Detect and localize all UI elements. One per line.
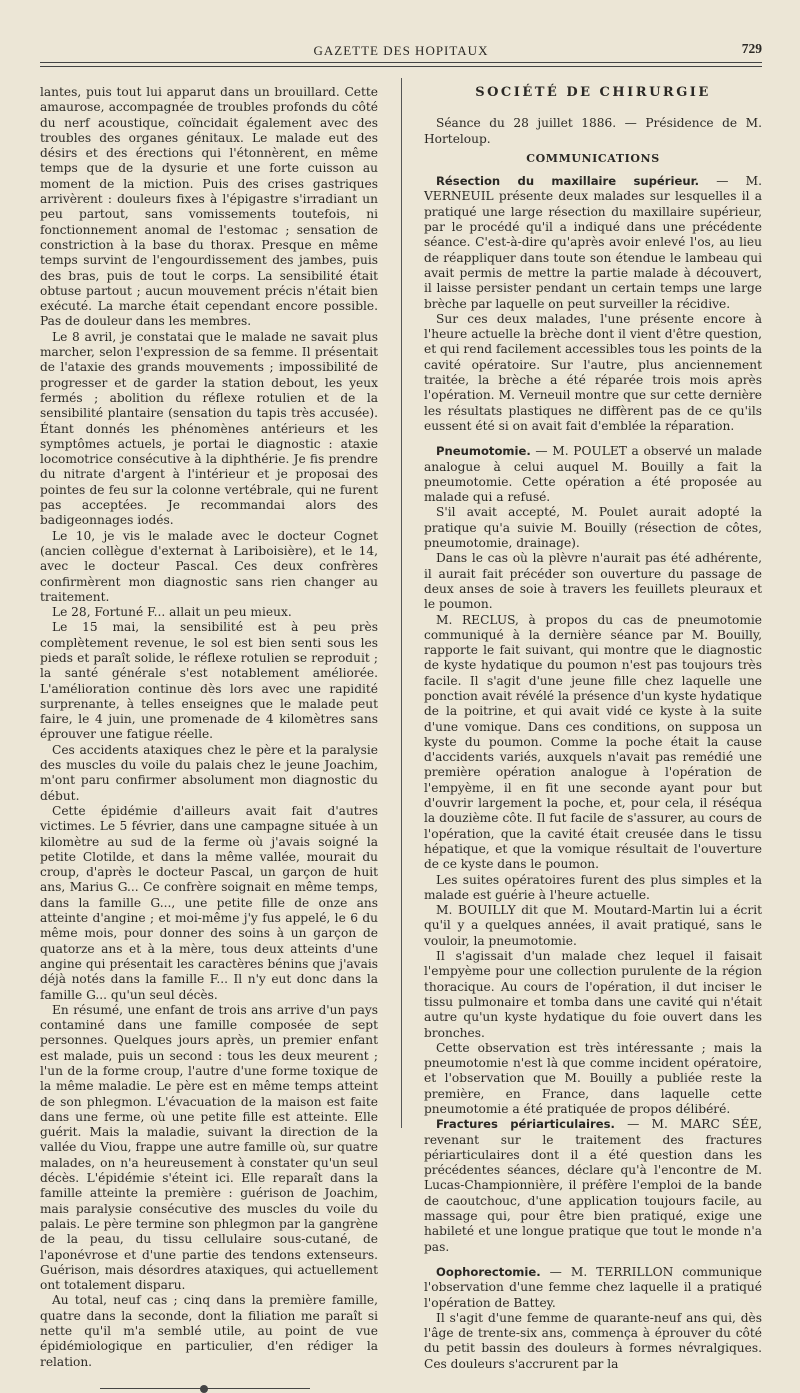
end-ornament	[100, 1388, 310, 1389]
paragraph: Dans le cas où la plèvre n'aurait pas été adhérente, il aurait fait précéder son ouverture du passage de deux anses de soie à travers les feuillets pleuraux et le poumon.	[424, 551, 762, 612]
page-number: 729	[741, 41, 762, 56]
paragraph: lantes, puis tout lui apparut dans un brouillard. Cette amaurose, accompagnée de troubles profonds du côté du nerf acoustique, coïncidait également avec des troubles des organes génitaux. Le malade eut des désirs et des érections qui l'étonnèrent, en même temps que de la dysurie et une forte cuisson au moment de la miction. Puis des crises gastriques arrivèrent : douleurs fixes à l'épigastre s'irradiant un peu partout, sans vomissements toutefois, ni fonctionnement anomal de l'estomac ; sensation de constriction à la base du thorax. Presque en même temps survint de l'engourdissement des jambes, puis des bras, puis de tout le corps. La sensibilité était obtuse partout ; aucun mouvement précis n'était bien exécuté. La marche était cependant encore possible. Pas de douleur dans les membres.	[40, 85, 378, 329]
header-rule-thin	[40, 66, 762, 67]
paragraph: Les suites opératoires furent des plus simples et la malade est guérie à l'heure actuelle.	[424, 872, 762, 902]
communication-item	[424, 1265, 762, 1311]
paragraph: En résumé, une enfant de trois ans arrive d'un pays contaminé dans une famille composée de sept personnes. Quelques jours après, un premier enfant est malade, puis un second : tous les deux meurent ; l'un de la forme croup, l'autre d'une forme toxique de la même maladie. Le père est en même temps atteint de son phlegmon. L'évacuation de la maison est faite dans une ferme, où une petite fille est atteinte. Elle guérit. Mais la maladie, suivant la direction de la vallée du Viou, frappe une autre famille où, sur quatre malades, on n'a heureusement à constater qu'un seul décès. L'épidémie s'éteint ici. Elle reparaît dans la famille atteinte la première : guérison de Joachim, mais paralysie consécutive des muscles du voile du palais. Le père termine son phlegmon par la gangrène de la peau, du tissu cellulaire sous-cutané, de l'aponévrose et d'une partie des tendons extenseurs. Guérison, mais désordres ataxiques, qui actuellement ont totalement disparu.	[40, 1002, 378, 1293]
paragraph: S'il avait accepté, M. Poulet aurait adopté la pratique qu'a suivie M. Bouilly (résection de côtes, pneumotomie, drainage).	[424, 505, 762, 551]
paragraph: Le 28, Fortuné F... allait un peu mieux.	[52, 605, 292, 620]
topic-heading: Fractures périarticulaires.	[436, 1117, 615, 1132]
session-line: Séance du 28 juillet 1886. — Présidence de M. Horteloup.	[424, 116, 762, 146]
communication-item	[424, 444, 762, 505]
paragraph: Le 8 avril, je constatai que le malade ne savait plus marcher, selon l'expression de sa femme. Il présentait de l'ataxie des grands mouvements ; impossibilité de progresser et de garder la station debout, les yeux fermés ; abolition du réflexe rotulien et de la sensibilité plantaire (sensation du tapis très accusée). Étant donnés les phénomènes antérieurs et les symptômes actuels, je portai le diagnostic : ataxie locomotrice consécutive à la diphthérie. Je fis prendre du nitrate d'argent à l'intérieur et je proposai des pointes de feu sur la colonne vertébrale, qui ne furent pas acceptées. Je recommandai alors des badigeonnages iodés.	[40, 329, 378, 528]
item-text: — M. VERNEUIL présente deux malades sur lesquelles il a pratiqué une large résection du maxillaire supérieur, par le procédé qu'il a indiqué dans une précédente séance. C'est-à-dire qu'après avoir enlevé l'os, au lieu de réappliquer dans toute son étendue le lambeau qui avait permis de mettre la partie malade à découvert, il laisse persister pendant un certain temps une large brèche par laquelle on peut surveiller la récidive.	[424, 174, 762, 311]
topic-heading: Pneumotomie.	[436, 444, 531, 459]
paragraph: Le 15 mai, la sensibilité est à peu près complètement revenue, le sol est bien senti sous les pieds et paraît solide, le réflexe rotulien se reproduit ; la santé générale s'est notablement améliorée. L'amélioration continue dès lors avec une rapidité surprenante, à telles enseignes que le malade peut faire, le 4 juin, une promenade de 4 kilomètres sans éprouver une fatigue réelle.	[40, 620, 378, 742]
topic-heading: Oophorectomie.	[436, 1264, 541, 1279]
communication-item	[424, 1117, 762, 1255]
topic-heading: Résection du maxillaire supérieur.	[436, 174, 700, 189]
item-text: — M. POULET a observé un malade analogue à celui auquel M. Bouilly a fait la pneumotomie. Cette opération a été proposée au malade qui a refusé.	[424, 444, 762, 505]
right-column	[424, 85, 762, 1372]
paragraph: Cette observation est très intéressante ; mais la pneumotomie n'est là que comme incident opératoire, et l'observation que M. Bouilly a publiée reste la première, en France, dans laquelle cette pneumotomie a été pratiquée de propos délibéré.	[424, 1040, 762, 1116]
column-divider	[401, 78, 402, 1128]
left-column	[40, 85, 378, 1389]
paragraph: Ces accidents ataxiques chez le père et la paralysie des muscles du voile du palais chez le jeune Joachim, m'ont paru confirmer absolument mon diagnostic du début.	[40, 742, 378, 803]
page-header	[40, 38, 762, 60]
subsection-title: COMMUNICATIONS	[526, 151, 660, 165]
item-text: — M. MARC SÉE, revenant sur le traitement des fractures périarticulaires dont il a été question dans les précédentes séances, déclare qu'à l'encontre de M. Lucas-Championnière, il préfère l'emploi de la bande de caoutchouc, d'une application toujours facile, au massage qui, pour être bien pratiqué, exige une habileté et une longue pratique que tout le monde n'a pas.	[424, 1117, 762, 1254]
communication-item	[424, 174, 762, 312]
header-rule	[40, 62, 762, 63]
paragraph: Le 10, je vis le malade avec le docteur Cognet (ancien collègue d'externat à Lariboisière), et le 14, avec le docteur Pascal. Ces deux confrères confirmèrent mon diagnostic sans rien changer au traitement.	[40, 528, 378, 604]
item-text: — M. TERRILLON communique l'observation d'une femme chez laquelle il a pratiqué l'opération de Battey.	[424, 1264, 762, 1310]
paragraph: Sur ces deux malades, l'une présente encore à l'heure actuelle la brèche dont il vient d'être question, et qui rend facilement accessibles tous les points de la cavité opératoire. Sur l'autre, plus anciennement traitée, la brèche a été réparée trois mois après l'opération. M. Verneuil montre que sur cette dernière les résultats plastiques ne diffèrent pas de ce qu'ils eussent été si on avait fait d'emblée la réparation.	[424, 311, 762, 433]
paragraph: Il s'agit d'une femme de quarante-neuf ans qui, dès l'âge de trente-six ans, commença à éprouver du côté du petit bassin des douleurs à formes névralgiques. Ces douleurs s'accrurent par la	[424, 1310, 762, 1371]
paragraph: M. BOUILLY dit que M. Moutard-Martin lui a écrit qu'il y a quelques années, il avait pratiqué, sans le vouloir, la pneumotomie.	[424, 903, 762, 948]
paragraph: Cette épidémie d'ailleurs avait fait d'autres victimes. Le 5 février, dans une campagne située à un kilomètre au sud de la ferme où j'avais soigné la petite Clotilde, et dans la même vallée, mourait du croup, d'après le docteur Pascal, un garçon de huit ans, Marius G... Ce confrère soignait en même temps, dans la famille G..., une petite fille de onze ans atteinte d'angine ; et moi-même j'y fus appelé, le 6 du même mois, pour donner des soins à un garçon de quatorze ans et à la mère, tous deux atteints d'une angine qui présentait les caractères bénins que j'avais déjà notés dans la famille F... Il n'y eut donc dans la famille G... qu'un seul décès.	[40, 803, 378, 1002]
paragraph: Au total, neuf cas ; cinq dans la première famille, quatre dans la seconde, dont la filiation me paraît si nette qu'il m'a semblé utile, au point de vue épidémiologique en particulier, d'en rédiger la relation.	[40, 1293, 378, 1369]
paragraph: Il s'agissait d'un malade chez lequel il faisait l'empyème pour une collection purulente de la région thoracique. Au cours de l'opération, il dut inciser le tissu pulmonaire et tomba dans une cavité qui n'était autre qu'un kyste hydatique du foie ouvert dans les bronches.	[424, 949, 762, 1040]
section-title: SOCIÉTÉ DE CHIRURGIE	[475, 85, 711, 100]
journal-title: GAZETTE DES HOPITAUX	[313, 43, 489, 58]
paragraph: M. RECLUS, à propos du cas de pneumotomie communiqué à la dernière séance par M. Bouilly, rapporte le fait suivant, qui montre que le diagnostic de kyste hydatique du poumon n'est pas toujours très facile. Il s'agit d'une jeune fille chez laquelle une ponction avait révélé la présence d'un kyste hydatique de la poitrine, et qui avait vidé ce kyste à la suite d'une vomique. Dans ces conditions, on supposa un kyste du poumon. Comme la poche était la cause d'accidents variés, auxquels n'avait pas remédié une première opération analogue à l'opération de l'empyème, il en fit une seconde ayant pour but d'ouvrir largement la poche, et, pour cela, il réséqua la douzième côte. Il fut facile de s'assurer, au cours de l'opération, que la cavité était creusée dans le tissu hépatique, et que la vomique résultait de l'ouverture de ce kyste dans le poumon.	[424, 612, 762, 872]
ornament-dot	[200, 1385, 208, 1393]
